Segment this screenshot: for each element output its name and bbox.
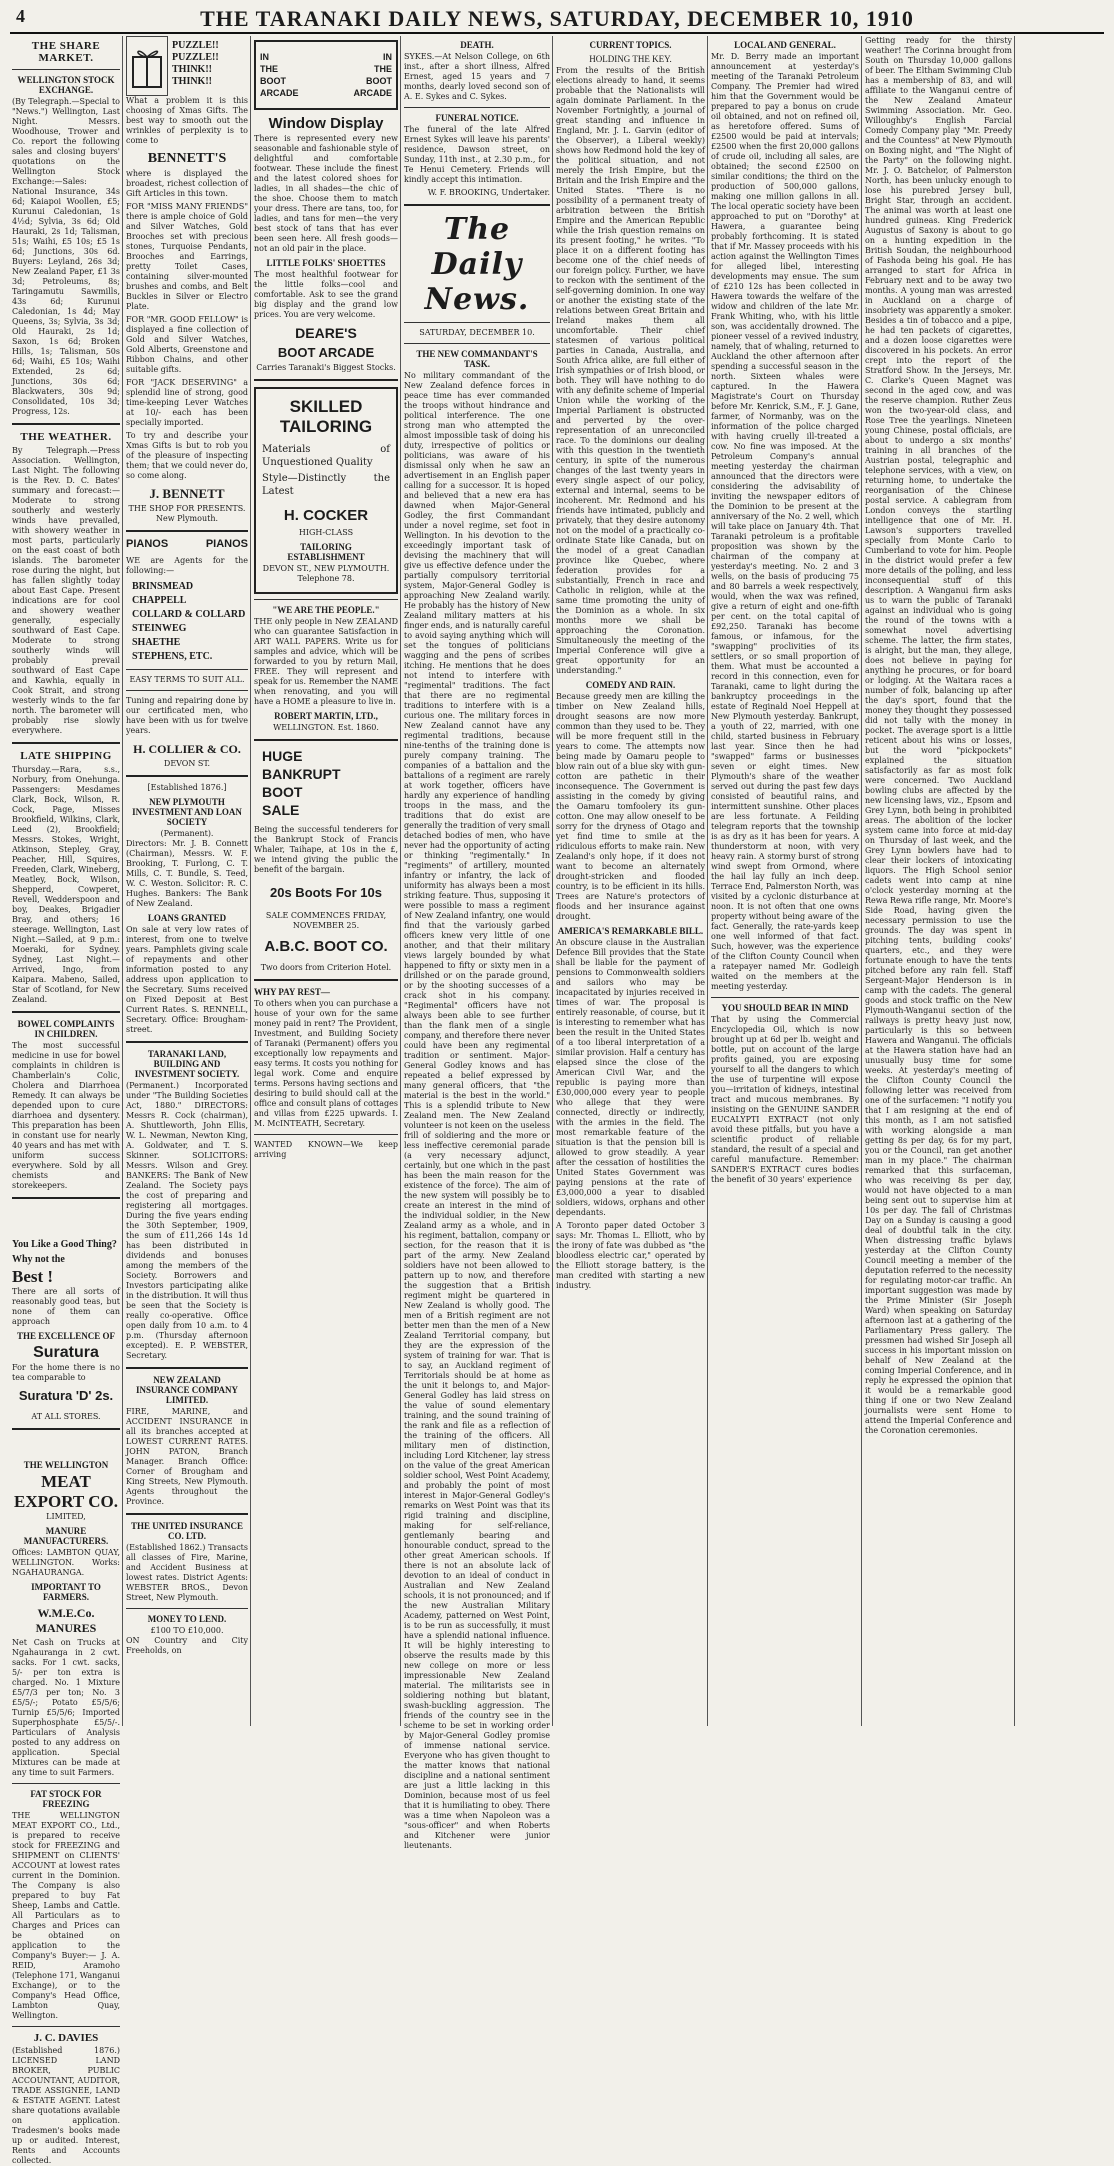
collier-heading: H. COLLIER & CO. xyxy=(133,742,241,756)
column-rule xyxy=(552,36,553,1726)
page-number: 4 xyxy=(16,6,25,26)
pianos-tuning: Tuning and repairing done by our certificated men, who have been with us for twelve years. xyxy=(126,696,248,735)
npil-established: [Established 1876.] xyxy=(147,783,227,792)
column-editorial xyxy=(404,36,550,1850)
column-rule xyxy=(122,36,123,1726)
bowel-heading: BOWEL COMPLAINTS IN CHILDREN. xyxy=(17,1019,115,1039)
shoettes-text: The most healthful footwear for the little folks—cool and comfortable. Ask to see the grand big display and the grand low prices. You are very welcome. xyxy=(254,270,398,319)
puzzle-text: What a problem it is this choosing of Xmas Gifts. The best way to smooth out the wrinkles of perplexity is to come to xyxy=(126,96,248,145)
puzzle-heading: PUZZLE!! PUZZLE!! THINK!! THINK!! xyxy=(172,40,219,87)
style-text: Style—Distinctly the Latest xyxy=(262,473,390,497)
cocker-heading: H. COCKER xyxy=(283,507,369,524)
pianos-easy-terms: EASY TERMS TO SUIT ALL. xyxy=(129,675,245,684)
shipping-text: Thursday.—Rara, s.s., Norbury, from Onehunga. Passengers: Mesdames Clark, Bock, Wilson, R. Cock, Page, Misses Brookfield, Wilkins, Clark, Leed (2), Brookfield; Messrs. Stokes, Wright, Atkinson, Stepley, Gray, Peacher, Hill, Squires, Freeden, Clark, Wineberg, Meatley, Bock, Wilson, Shepperd, Cowperet, Revell, Wedderspoon and boy, Deakes, Brigadier Bray, and others; 16 steerage. Wellington, Last Night.—Sailed, at 9 p.m.: Moeraki, for Sydney. Sydney, Last Night.—Arrived, Ingo, from Kaipara. Mabeno, Sailed, Star of Scotland, for New Zealand. xyxy=(12,765,121,1004)
deare-heading: DEARE'S xyxy=(295,325,357,341)
comedy-text: Because greedy men are killing the timber on New Zealand hills, drought seasons are now more common than they used to be. They will be more frequent still in the years to come. The attempts now being made by Oamaru people to blow rain out of a blue sky with gun-cotton are pathetic in their inconsequence. The Government is assisting in the comedy by giving the Oamaru tomfoolery its gun-cotton. One may allow oneself to be sorry for the dryness of Otago and yet find time to smile at the ridiculous efforts to make rain. New Zealand's only hope, if it does not want to become an alternately drought-stricken and flooded country, is to be efficient in its hills. Trees are Nature's protectors of floods and her insurance against drought. xyxy=(556,692,705,921)
collier-sub: DEVON ST. xyxy=(163,759,211,768)
bennett-heading: BENNETT'S xyxy=(147,151,227,166)
nzic-heading: NEW ZEALAND INSURANCE COMPANY LIMITED. xyxy=(135,1375,239,1405)
column-rule xyxy=(707,36,708,1726)
suratura-question: You Like a Good Thing? xyxy=(12,1239,117,1250)
meat-export-offices: Offices: LAMBTON QUAY, WELLINGTON. Works: NGAHAURANGA. xyxy=(12,1548,120,1577)
suratura-text: There are all sorts of reasonably good teas, but none of them can approach xyxy=(12,1287,120,1326)
nzic-text: FIRE, MARINE, and ACCIDENT INSURANCE in all its branches accepted at LOWEST CURRENT RATES. JOHN PATON, Branch Manager. Branch Office: Corner of Brougham and King Streets, New Plymouth. Agents throughout the Province. xyxy=(126,1407,248,1506)
uic-heading: THE UNITED INSURANCE CO. LTD. xyxy=(130,1521,244,1541)
newspaper-title: THE TARANAKI DAILY NEWS, SATURDAY, DECEMBER 10, 1910 xyxy=(200,6,914,31)
column-advertisements-1 xyxy=(126,36,248,1726)
toronto-text: A Toronto paper dated October 3 says: Mr. Thomas L. Elliott, who by the irony of fate was dubbed as "the bloodless electric car," operated by the Elliott storage battery, is the man credited with starting a new industry. xyxy=(556,1221,705,1290)
local-general-text: Mr. D. Berry made an important announcement at yesterday's meeting of the Taranaki Petroleum Company. The Premier had wired him that the Government would be prepared to pay a bonus on crude oil obtained, and not on refined oil, as heretofore offered. Sums of £2500 would be paid at intervals; £2500 when the first 20,000 gallons of crude oil, including all sales, are obtained; the second £2500 on similar conditions; the third on the production of 500,000 gallons, making one million gallons in all. The local operatic society have been approached to put on "Dorothy" at Hawera, a guarantee being probably forthcoming. It is stated that if Mr. Massey proceeds with his action against the Wellington Times for alleged libel, interesting developments may ensue. The sum of £210 12s has been collected in Hawera towards the welfare of the widow and children of the late Mr. Frank Whiting, who, with his little son, was accidentally drowned. The pioneer vessel of a revived industry, namely, that of whaling, returned to Auckland the other afternoon after spending a successful season in the north. Sixteen whales were captured. In the Hawera Magistrate's Court on Thursday before Mr. Kenrick, S.M., F. J. Gane, farmer, of Normanby, was on the information of the police charged with having cruelly ill-treated a cow. No fine was imposed. At the Petroleum Company's annual meeting yesterday the chairman announced that the directors were considering the advisability of inviting the newspaper editors of the Dominion to be present at the anniversary of the No. 2 well, which will take place on January 4th. That Taranaki petroleum is a profitable proposition was shown by the chairman of the company at yesterday's meeting. No. 2 and 3 wells, on the basis of producing 75 and 80 barrels a week respectively, would, when the wax was refined, give a return of eight and one-fifth per cent. on the total capital of £92,250. Taranaki has become famous, or infamous, for the "swapping" proclivities of its settlers, or so small proportion of them. What must be accounted a record in this connection, even for Taranaki, came to light during the bankruptcy proceedings in the estate of Reginald Noel Heppell at New Plymouth yesterday. Bankrupt, a youth of 22, married, with one child, started business in February last year. Since then he had "swapped" farms or businesses seven or eight times. New Plymouth's share of the weather served out during the past few days consisted of beautiful rains, and intermittent sunshine. Other places are less fortunate. A Feilding telegram reports that the township is as dry as it has been for years. A thunderstorm at noon, with very heavy rain. A stormy burst of strong wind swept from Ormond, where the hail lay fully an inch deep. Terrace End, Palmerston North, was visited by a cyclonic disturbance at noon. It is not often that one owns property without being aware of the fact. Generally, the rate-yards keep one well informed of that fact. Such, however, was the experience of the Clifton County Council when a ratepayer named Mr. Godleigh waited on the members at the meeting yesterday. xyxy=(711,52,859,991)
suratura-question-2: Why not the xyxy=(12,1254,65,1265)
davies-heading: J. C. DAVIES xyxy=(33,2032,99,2044)
weather-heading: THE WEATHER. xyxy=(20,431,112,443)
wanted-text: WANTED KNOWN—We keep arriving xyxy=(254,1140,398,1159)
meat-export-manures: W.M.E.Co. MANURES xyxy=(35,1606,97,1635)
davies-text: (Established 1876.) LICENSED LAND BROKER, PUBLIC ACCOUNTANT, AUDITOR, TRADE ASSIGNEE, LAND & ESTATE AGENT. Latest share quotations available on application. Tradesmen's books made up or audited. Interest, Rents and Accounts collected. xyxy=(12,2046,120,2165)
tailoring-address: DEVON ST., NEW PLYMOUTH. xyxy=(262,564,390,573)
npil-permanent: (Permanent). xyxy=(160,829,214,838)
key-heading: HOLDING THE KEY. xyxy=(589,54,672,64)
uic-text: (Established 1862.) Transacts all classes of Fire, Marine, and Accident Business at lowest rates. District Agents: WEBSTER BROS., Devon Street, New Plymouth. xyxy=(126,1543,248,1602)
shoettes-heading: LITTLE FOLKS' SHOETTES xyxy=(266,258,386,268)
gift-icon xyxy=(127,41,167,91)
bowel-text: The most successful medicine in use for bowel complaints in children is Chamberlain's Colic, Cholera and Diarrhoea Remedy. It can always be depended upon to cure diarrhoea and dysentery. This preparation has been in constant use for nearly 40 years and has met with uniform success everywhere. Sold by all chemists and storekeepers. xyxy=(12,1041,120,1190)
rest-text: To others when you can purchase a house of your own for the same money paid in rent? The Provident, Investment, and Building Society of Taranaki (Permanent) offers you exceptionally low repayments and easy terms. It costs you nothing for legal work. Come and enquire terms. Persons having sections and desiring to build should call at the office and consult plans of cottages and villas from £225 upwards. I. M. McINTEATH, Secretary. xyxy=(254,999,398,1128)
local-general-continued-text: Getting ready for the thirsty weather! The Corinna brought from South on Thursday 10,000 gallons of beer. The Eltham Swimming Club has a membership of 83, and will affiliate to the Wanganui centre of the New Zealand Amateur Swimming Association. Mr. Geo. Willoughby's English Farcial Comedy Company play "Mr. Preedy and the Countess" at New Plymouth on Boxing night, and "The Night of the Party" on the following night. Mr. J. O. Batchelor, of Palmerston North, has been unlucky enough to lose his purebred Jersey bull, Bright Star, through an accident. The animal was worth at least one hundred guineas. King Frederick Augustus of Saxony is about to go on a hunting expedition in the British Soudan, the neighbourhood of Fashoda being his goal. He has arranged to start for Africa in February next and to be away two months. A young man was arrested in Auckland on a charge of insobriety was apparently a smoker. Besides a tin of tobacco and a pipe, he had ten packets of cigarettes, and a dozen loose cigarettes were discovered in his pockets. An error crept into the report of the Stratford Show. In the Jerseys, Mr. C. Clarke's Queen Magnet was second in the aged cow, and was the reserve champion. Ruther Zeus won the two-year-old class, and Rose Tree the yearlings. Nineteen young Chinese, postal officials, are about to undergo a six months' training in all branches of the Austrian postal, telegraphic and telephone services, with a view, on returning home, to undertake the reorganisation of the Chinese postal service. A cablegram from London conveys the startling intelligence that one of Mr. H. Lawson's supporters travelled specially from Monte Carlo to Cumberland to vote for him. People in the district would prefer a few more details of the polling, and less inconsequential stuff of this description. A Wanganui firm asks us to warn the public of Taranaki against an individual who is going the round of the towns with a somewhat novel advertising scheme. The latter, the firm states, is alright, but the man, they allege, does not believe in paying for anything he procures, or for board or lodging. At the Waitara races a number of folk, balancing up after the day's sport, found that the money they thought they possessed did not tally with the money in pocket. The average sport is a little reticent about his wins or losses, but the word "pickpockets" explained the situation satisfactorily as far as most folk were concerned. Two Auckland bowling clubs are affected by the new licensing laws, viz., Epsom and Grey Lynn, both being in prohibited areas. The abolition of the locker system came into force at mid-day on Thursday of last week, and the Grey Lynn bowlers have had to clear their lockers of intoxicating liquors. The High School senior cadets went into camp at nine o'clock yesterday morning at the Rewa Rewa rifle range, Mr. Moore's Side Road, having given the necessary permission to use the grounds. The day was spent in pitching tents, building cooks' quarters, etc., and they were fortunate enough to have the tents pitched before any rain fell. Staff Sergeant-Major Henderson is in camp with the cadets. The general goods and stock traffic on the New Plymouth-Wanganui section of the railways is pretty heavy just now, particularly is this so between Hawera and Wanganui. The officials at the Hawera station have had an unusually busy time for some weeks. At yesterday's meeting of the Clifton County Council the following letter was received from one of the surfacemen: "I notify you that I am resigning at the end of this month, as I am not satisfied with working alongside a man getting 8s per day, 6s for my part, you or the Council, ran get another man in my place." The chairman remarked that this surfaceman, who was receiving 8s per day, would not have objected to a man being sent out to supervise him at 10s per day. The fall of Christmas Day on a Sunday is causing a good deal of doubtful talk in the city. When distressing traffic bylaws yesterday at the Clifton County Council meeting a member of the deputation referred to the necessity for regulating motor-car traffic. An important suggestion was made by the Prime Minister (Sir Joseph Ward) when speaking on Saturday afternoon last at a gathering of the Parliamentary Press gallery. The pressmen had wished Sir Joseph all success in his important mission on behalf of New Zealand at the coming Imperial Conference, and in reply he expressed the opinion that it would be a remarkable good thing if one or two New Zealand journalists were sent Home to attend the Imperial Conference and the Coronation ceremonies. xyxy=(865,36,1012,1435)
pianos-heading: PIANOS PIANOS xyxy=(126,538,248,550)
suratura-name: Suratura xyxy=(33,1344,99,1361)
suratura-excellence: THE EXCELLENCE OF xyxy=(16,1331,116,1341)
bennett-text: where is displayed the broadest, richest collection of Gift Articles in this town. xyxy=(126,169,248,198)
gift-illustration xyxy=(126,36,168,96)
fat-stock-text: THE WELLINGTON MEAT EXPORT CO., Ltd., is prepared to receive stock for FREEZING and SHIPMENT on CLIENTS' ACCOUNT at lowest rates current in the Dominion. The Company is also prepared to buy Fat Sheep, Lambs and Cattle. All Particulars as to Charges and Prices can be obtained on application to the Company's Buyer:— J. A. REID, Aramoho (Telephone 171, Wanganui Exchange), or to the Company's Head Office, Lambton Quay, Wellington. xyxy=(12,1811,120,2020)
comedy-heading: COMEDY AND RAIN. xyxy=(585,680,676,690)
piano-brand: CHAPPELL xyxy=(132,595,187,606)
money-heading: MONEY TO LEND. xyxy=(147,1614,227,1624)
piano-brand: STEPHENS, ETC. xyxy=(132,651,213,662)
shipping-heading: LATE SHIPPING xyxy=(20,750,112,762)
jbennett-sub: THE SHOP FOR PRESENTS. New Plymouth. xyxy=(128,504,246,523)
goodfellow-text: FOR "MR. GOOD FELLOW" is displayed a fine collection of Gold and Silver Watches, Gold Alberts, Greenstone and Ribbon Chains, and other suitable gifts. xyxy=(126,315,248,374)
column-share-market xyxy=(12,36,121,2165)
piano-brand: SHAETHE xyxy=(132,637,181,648)
column-rule xyxy=(250,36,251,1726)
deare-heading-2: BOOT ARCADE xyxy=(277,345,375,360)
window-display-heading: Window Display xyxy=(268,115,384,132)
funeral-signature: W. F. BROOKING, Undertaker. xyxy=(427,188,550,197)
piano-brand: BRINSMEAD xyxy=(132,581,194,592)
meat-export-important: IMPORTANT TO FARMERS. xyxy=(31,1582,101,1602)
money-amount: £100 TO £10,000. xyxy=(150,1626,224,1635)
jack-text: FOR "JACK DESERVING" a splendid line of strong, good time-keeping Lever Watches at 10/- each has been specially imported. xyxy=(126,378,248,427)
masthead xyxy=(10,4,1104,34)
suratura-stores: AT ALL STORES. xyxy=(31,1412,101,1421)
meat-export-heading-1: THE WELLINGTON xyxy=(23,1460,109,1470)
boots-offer: 20s Boots For 10s xyxy=(270,885,382,900)
share-market-subheading: WELLINGTON STOCK EXCHANGE. xyxy=(17,75,115,95)
piano-brand-list xyxy=(132,580,248,664)
people-text: THE only people in New ZEALAND who can guarantee Satisfaction in ART WALL PAPERS. Write us for samples and advice, which will be forwarded to you by return Mail, FREE. They will represent and speak for us. Remember the NAME when renovating, and you will have a HOME a pleasure to live in. xyxy=(254,617,398,706)
taranaki-society-text: (Permanent.) Incorporated under "The Building Societies Act, 1880." DIRECTORS: Messrs R. Cock (chairman), A. Shuttleworth, John Ellis, W. L. Newman, Newton King, A. Goldwater, and T. S. Skinner. SOLICITORS: Messrs. Wilson and Grey. BANKERS: The Bank of New Zealand. The Society pays the cost of preparing and registering all mortgages. During the five years ending the 30th September, 1909, the sum of £11,266 14s 1d has been distributed in dividends and bonuses among the members of the Society. Borrowers and Investors participating alike in the distribution. It will thus be seen that the Society is really co-operative. Office open daily from 10 a.m. to 4 p.m. (Thursday afternoon excepted). E. P. WEBSTER, Secretary. xyxy=(126,1081,248,1360)
weather-text: By Telegraph.—Press Association. Wellington, Last Night. The following is the Rev. D. C. Bates' summary and forecast:—Moderate to strong southerly and westerly winds have prevailed, with showery weather in most parts, particularly on the east coast of both islands. The barometer rose during the night, but has fallen slightly today about East Cape. Present indications are for cool and showery weather generally, especially southward of East Cape. Moderate to strong southerly winds will probably prevail southward of East Cape and Kawhia, equally in Cook Strait, and strong westerly winds to the far north. The barometer will probably rise slowly everywhere. xyxy=(12,446,120,735)
bill-heading: AMERICA'S REMARKABLE BILL. xyxy=(557,926,704,936)
cocker-sub: HIGH-CLASS xyxy=(298,528,354,537)
pianos-agents: WE are Agents for the following:— xyxy=(126,556,248,575)
share-market-heading: THE SHARE MARKET. xyxy=(31,40,101,64)
describe-text: To try and describe your Xmas Gifts is but to rob you of the pleasure of inspecting them; that we could never do, so come along. xyxy=(126,431,248,480)
piano-brand: STEINWEG xyxy=(132,623,187,634)
piano-brand: COLLARD & COLLARD xyxy=(132,609,246,620)
bankrupt-sale-text: Being the successful tenderers for the Bankrupt Stock of Francis Whaler, Taihape, at 10s in the £, we intend giving the public the benefit of the bargain. xyxy=(254,825,398,874)
materials-text: Materials of Unquestioned Quality xyxy=(262,444,390,468)
boot-arcade-box: IN THE BOOT ARCADE IN THE BOOT ARCADE xyxy=(254,40,398,110)
martin-heading: ROBERT MARTIN, LTD., xyxy=(274,711,378,721)
abc-sub: Two doors from Criterion Hotel. xyxy=(260,963,392,972)
column-advertisements-2 xyxy=(254,36,398,1726)
commandant-heading: THE NEW COMMANDANT'S TASK. xyxy=(416,349,538,369)
death-text: SYKES.—At Nelson College, on 6th inst., after a short illness, Alfred Ernest, aged 15 years and 7 months, dearly loved second son of A. E. Sykes and C. Sykes. xyxy=(404,52,550,101)
local-general-heading: LOCAL AND GENERAL. xyxy=(734,40,836,50)
meat-export-manure: MANURE MANUFACTURERS. xyxy=(23,1526,109,1546)
commandant-text: No military commandant of the New Zealand defence forces in peace time has ever commanded the troops without hindrance and political interference. The one strong man who attempted the almost impossible task of doing his duty, irrespective of politics or politicians, was aware of his dismissal only when he saw an advertisement in an English paper calling for a successor. It is hoped and believed that a new era has dawned when Major-General Godley, the first Commandant under a novel regime, set foot in Wellington. In his devotion to the exceedingly important task of devising the machinery that will give us effective defence under the partially compulsory territorial system, Major-General Godley is approaching New Zealand warily. He probably has the history of New Zealand military matters at his finger ends, and is naturally careful to avoid saying anything which will set the tongues of politicians wagging and the pens of scribes itching. He mentions that he does not intend to interfere with "regimental" traditions. The fact that there are no regimental traditions to interfere with is a curious one. The military forces in New Zealand cannot have any regimental traditions, because nine-tenths of the training done is purely company training. The companies of a battalion and the battalions of a regiment are rarely at work together, officers have hardly any experience of handling troops in the mass, and the traditions that do exist are generally the tradition of very small detached bodies of men, who have never had the opportunity of acting or thinking "regimentally." In "regiments" of artillery, mounted infantry or infantry, the lack of uniformity has always been a most striking feature. Thus, supposing it were possible to mass a regiment of New Zealand infantry, one would find that the variously garbed officers knew very little of one another, and that their military views largely bounded by what happened to fifty or sixty men in a drillshed or on the parade ground, or by the shooting successes of a crack shot in his company. "Regimental" officers have not always been able to see further than the flank men of a single company, and therefore there never could have been any regimental tradition or sentiment. Major-General Godley knows and has repeated a belief expressed by many general officers, that "the material is the best in the world." This is a splendid tribute to New Zealand men. The New Zealand volunteer is not keen on the useless frill of soldiering and the more or less ineffective ceremonial parade (a very necessary adjunct, certainly, but one which in the past has been the main reason for the existence of the force). The aim of the new system will possibly be to create an interest in the mind of the individual soldier, in the New Zealand army as a whole, and in his regiment, battalion, company or section, for the reason that it is part of the army. New Zealand soldiers have not been allowed to pattern up to now, and therefore the suggestion that a British regiment might be quartered in New Zealand is wholly good. The men of a British regiment are not better men than the men of a New Zealand Territorial company, but they are the expression of the system of training for war. That is to say, an Auckland regiment of Territorials should be at home as the unit it belongs to, and Major-General Godley has laid stress on the value of sound elementary training, and the sound training of the rank and file as a reflection of the training of the officers. All military men of distinction, including Lord Kitchener, lay stress on the value of the great American soldier school, West Point Academy, and probably the point of most interest in Major-General Godley's remarks on West Point was that its rigid training and discipline, making for self-reliance, gentlemanly bearing and honourable conduct, spread to the other great American schools. If there is not an absolute lack of devotion to an ideal of conduct in Australian and New Zealand schools, it is not pronounced; and if the new Australian Military Academy, patterned on West Point, is to be run as successfully, it must have a splendid national influence. It will be highly interesting to observe the results made by this new college on more or less impressionable New Zealand material. The militarists see in soldiering nothing but blatant, swash-buckling aggression. The friends of the country see in the scheme to be set in working order by Major-General Godley promise of immense national service. Everyone who has given thought to the matter knows that national discipline and a national sentiment are just a little lacking in this Dominion, because most of us feel that it is humiliating to obey. There was a time when Napoleon was a "sous-officer" and when Roberts and Kitchener were junior lieutenants. xyxy=(404,371,550,1850)
jbennett-heading: J. BENNETT xyxy=(149,486,225,501)
loans-heading: LOANS GRANTED xyxy=(147,913,227,923)
funeral-text: The funeral of the late Alfred Ernest Sykes will leave his parents' residence, Dawson street, on Sunday, 11th inst., at 2.30 p.m., for Te Henui Cemetery. Friends will kindly accept this intimation. xyxy=(404,125,550,184)
suratura-text-2: For the home there is no tea comparable to xyxy=(12,1363,120,1382)
abc-heading: A.B.C. BOOT CO. xyxy=(264,938,388,955)
column-rule xyxy=(861,36,862,1726)
meat-export-text: Net Cash on Trucks at Ngahauranga in 2 cwt. sacks. For 1 cwt. sacks, 5/- per ton extra is charged. No. 1 Mixture £5/7/3 per ton; No. 3 £5/5/-; Potato £5/5/6; Turnip £5/5/6; Imported Superphosphate £5/5/-. Particulars of Analysis posted to any address on application. Special Mixtures can be made at any time to suit Farmers. xyxy=(12,1638,120,1777)
column-current-topics xyxy=(556,36,705,1726)
share-market-text: (By Telegraph.—Special to "News.") Wellington, Last Night. Messrs. Woodhouse, Trower and Co. report the following sales and closing buyers' quotations on the Wellington Stock Exchange:—Sales: National Insurance, 34s 6d; Kaiapoi Woollen, £5; Kurunui Caledonian, 1s 4½d; Sylvia, 3s 6d; Old Hauraki, 2s 1d; Talisman, 51s; Waihi, £5 10s; £5 1s 6d; Junctions, 30s 6d. Buyers: Leyland, 26s 3d; New Zealand Paper, £1 3s 3d; Petroleums, 8s; Taringamutu Sawmills, 43s 6d; Kurunui Caledonian, 1s 4d; May Queens, 3s; Sylvia, 3s 3d; Old Hauraki, 2s 1d; Saxon, 1s 6d; Broken Hills, 1s; Talisman, 50s 6d; Waihi, £5 10s; Waihi Extended, 2s 6d; Junctions, 30s 6d; Blackwaters, 30s 9d; Consolidated, 10s 3d; Progress, 12s. xyxy=(12,97,120,416)
current-topics-heading: CURRENT TOPICS. xyxy=(589,40,672,50)
tailoring-heading: TAILORING ESTABLISHMENT xyxy=(287,542,365,562)
tailoring-box xyxy=(254,387,398,594)
bill-text: An obscure clause in the Australian Defence Bill provides that the State shall be liable for the payment of pensions to Commonwealth soldiers and sailors who may be incapacitated by injuries received in times of war. The proposal is entirely reasonable, of course, but it is interesting to remember what has been the result in the United States of a too liberal interpretation of a similar provision. Half a century has elapsed since the close of the American Civil War, and the republic is paying more than £30,000,000 every year to people who allege that they were connected, directly or indirectly, with the armies in the field. The most remarkable feature of the situation is that the pension bill is allowed to grow steadily. A year after the cessation of hostilities the United States Government was paying pensions at the rate of £3,000,000 a year to disabled soldiers, widows, orphans and other dependants. xyxy=(556,938,705,1217)
suratura-best: Best ! xyxy=(12,1267,54,1286)
column-rule xyxy=(400,36,401,1726)
bear-heading: YOU SHOULD BEAR IN MIND xyxy=(721,1003,849,1013)
column-local-general xyxy=(711,36,859,1726)
npil-text: Directors: Mr. J. B. Connett (Chairman), Messrs. W. F. Brooking, T. Furlong, C. T. Mills, C. T. Bundle, S. Teed, W. C. Weston. Solicitor: R. C. Hughes. Bankers: The Bank of New Zealand. xyxy=(126,839,248,908)
tailoring-telephone: Telephone 78. xyxy=(297,574,355,583)
skilled-heading: SKILLED TAILORING xyxy=(279,397,373,436)
editorial-date: SATURDAY, DECEMBER 10. xyxy=(419,328,535,337)
bear-text: That by using the Commercial Encyclopedia Oil, which is now brought up at 6d per lb. weight and bottle, put on account of the large profits gained, you are exposing yourself to all the dangers to which the use of turpentine will expose you—irritation of kidneys, intestinal tract and mucous membranes. By insisting on the GENUINE SANDER EUCALYPTI EXTRACT (not only avoid these pitfalls, but you have a scientific product of reliable standard, the result of a special and careful manufacture. Remember: SANDER'S EXTRACT cures bodies the benefit of 30 years' experience xyxy=(711,1015,859,1184)
daily-news-nameplate: The Daily News. xyxy=(424,212,530,317)
deare-sub: Carries Taranaki's Biggest Stocks. xyxy=(256,363,396,372)
column-rule xyxy=(1014,36,1015,1726)
window-display-text: There is represented every new seasonable and fashionable style of delightful and comfortable footwear. These include the finest and the latest colored shoes for ladies, in all shades—the chic of the shoe. Choose them to match your dress. There are tans, too, for ladies, and tans for men—the very best stock of tans that has ever been seen here. All fresh goods—not an old pair in the place. xyxy=(254,134,398,253)
misses-text: FOR "MISS MANY FRIENDS" there is ample choice of Gold and Silver Watches, Gold Brooches set with precious stones, Turquoise Pendants, Brooches and Earrings, pretty Toilet Cases, containing silver-mounted brushes and combs, and Belt Buckles in Silver or Electro Plate. xyxy=(126,202,248,311)
bankrupt-sale-heading: HUGE BANKRUPT BOOT SALE xyxy=(262,748,341,818)
death-heading: DEATH. xyxy=(460,40,494,50)
key-text: From the results of the British elections already to hand, it seems probable that the Nationalists will again dominate Parliament. In the November Fortnightly, a journal of great standing and influence in England, Mr. J. L. Garvin (editor of the Observer), a Liberal weekly) shows how Redmond hold the key of the political situation, and not merely the Irish Empire, but the Britain and the Irish Empire and the United States. "There is no possibility of a permanent treaty of arbitration between the British Empire and the American Republic while the Irish question remains on its present footing," he writes. "To place it on a different footing has become one of the chief needs of our foreign policy. Further, we have to reckon with the sentiment of the self-governing dominion. In one way or another the existing state of the relations between Great Britain and Ireland makes them all uncomfortable. Their chief statesmen of various political parties in Canada, Australia, and South Africa alike, are full either of Irish sympathies or of Irish blood, or both. They will have nothing to do with any definite scheme of Imperial Union while the working of the Imperial Parliament is obstructed and perverted by the over-representation of an unreconciled race. To the dominions our dealing with this question in the twentieth century, in spite of the numerous changes of the last twenty years in every single aspect of our policy, external and internal, seems to be incoherent. Mr. Redmond and his friends have intimated, publicly and privately, that they desire autonomy not on the model of a practically co-ordinate State like Canada, but on the model of a great Canadian province like Quebec, where federation provides for a substantially, French in race and Catholic in religion, while at the same time promoting the unity of the Dominion as a whole. In six months more we shall be approaching the Coronation. Simultaneously the meeting of the Imperial Conference will give a great opportunity for an understanding." xyxy=(556,66,705,675)
fat-stock-heading: FAT STOCK FOR FREEZING xyxy=(30,1789,102,1809)
money-text: ON Country and City Freeholds, on xyxy=(126,1636,248,1655)
taranaki-society-heading: TARANAKI LAND, BUILDING AND INVESTMENT SOCIETY. xyxy=(134,1049,240,1079)
meat-export-limited: LIMITED, xyxy=(46,1512,86,1521)
rest-heading: WHY PAY REST— xyxy=(254,987,330,997)
column-local-general-cont xyxy=(865,36,1012,1726)
martin-sub: WELLINGTON. Est. 1860. xyxy=(273,723,379,732)
suratura-name-2: Suratura 'D' 2s. xyxy=(18,1388,114,1403)
sale-date: SALE COMMENCES FRIDAY, NOVEMBER 25. xyxy=(265,911,387,930)
people-heading: "WE ARE THE PEOPLE." xyxy=(272,605,380,615)
npil-heading: NEW PLYMOUTH INVESTMENT AND LOAN SOCIETY xyxy=(132,797,242,827)
loans-text: On sale at very low rates of interest, from one to twelve years. Pamphlets giving scale of repayments and other information posted to any address upon application to the Secretary. Sums received on Fixed Deposit at Best Current Rates. S. RENNELL, Secretary. Office: Brougham-street. xyxy=(126,925,248,1034)
meat-export-heading-2: MEAT EXPORT CO. xyxy=(14,1472,118,1511)
funeral-heading: FUNERAL NOTICE. xyxy=(435,113,519,123)
